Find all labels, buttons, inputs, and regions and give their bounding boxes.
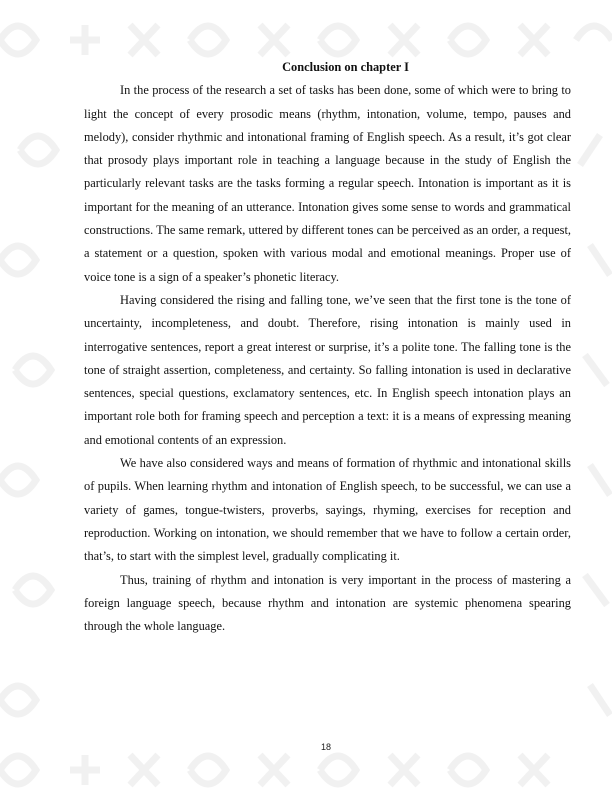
paragraph-1: In the process of the research a set of tasks has been done, some of which were to bring to light the concept of every prosodic means (rhythm, intonation, volume, tempo, pauses and melody), consider rhythmic and intonational framing of English speech. As a result, it’s got clear that prosody plays important role in teaching a language because in the study of English the particularly relevant tasks are the tasks forming a regular speech. Intonation is important as it is important for the meaning of an utterance. Intonation gives some sense to words and grammatical constructions. The same remark, uttered by different tones can be perceived as an order, a request, a statement or a question, spoken with various modal and emotional meanings. Proper use of voice tone is a sign of a speaker’s phonetic literacy. xyxy=(84,83,571,284)
paragraph-4: Thus, training of rhythm and intonation is very important in the process of mastering a foreign language speech, because rhythm and intonation are systemic phenomena spearing through the whole language. xyxy=(84,572,571,634)
paragraph-2: Having considered the rising and falling tone, we’ve seen that the first tone is the tone of uncertainty, incompleteness, and doubt. Therefore, rising intonation is mainly used in interrogative sentences, report a great interest or surprise, it’s a polite tone. The falling tone is the tone of straight assertion, completeness, and certainty. So falling intonation is used in declarative sentences, special questions, exclamatory sentences, etc. In English speech intonation plays an important role both for framing speech and perception a text: it is a means of expressing meaning and emotional contents of an expression. xyxy=(84,292,571,447)
watermark-row-8 xyxy=(0,755,548,785)
chapter-title: Conclusion on chapter I xyxy=(282,60,409,74)
paragraph-3: We have also considered ways and means of formation of rhythmic and intonational skills of pupils. When learning rhythm and intonation of English speech, to be successful, we can use a variety of games, tongue-twisters, proverbs, sayings, rhyming, exercises for reception and reproduction. Working on intonation, we should remember that we have to follow a certain order, that’s, to start with the simplest level, gradually complicating it. xyxy=(84,456,571,564)
document-body xyxy=(84,56,571,638)
watermark-row-1 xyxy=(0,25,612,55)
page-number: 18 xyxy=(320,742,331,752)
watermark-row-7 xyxy=(0,685,610,715)
